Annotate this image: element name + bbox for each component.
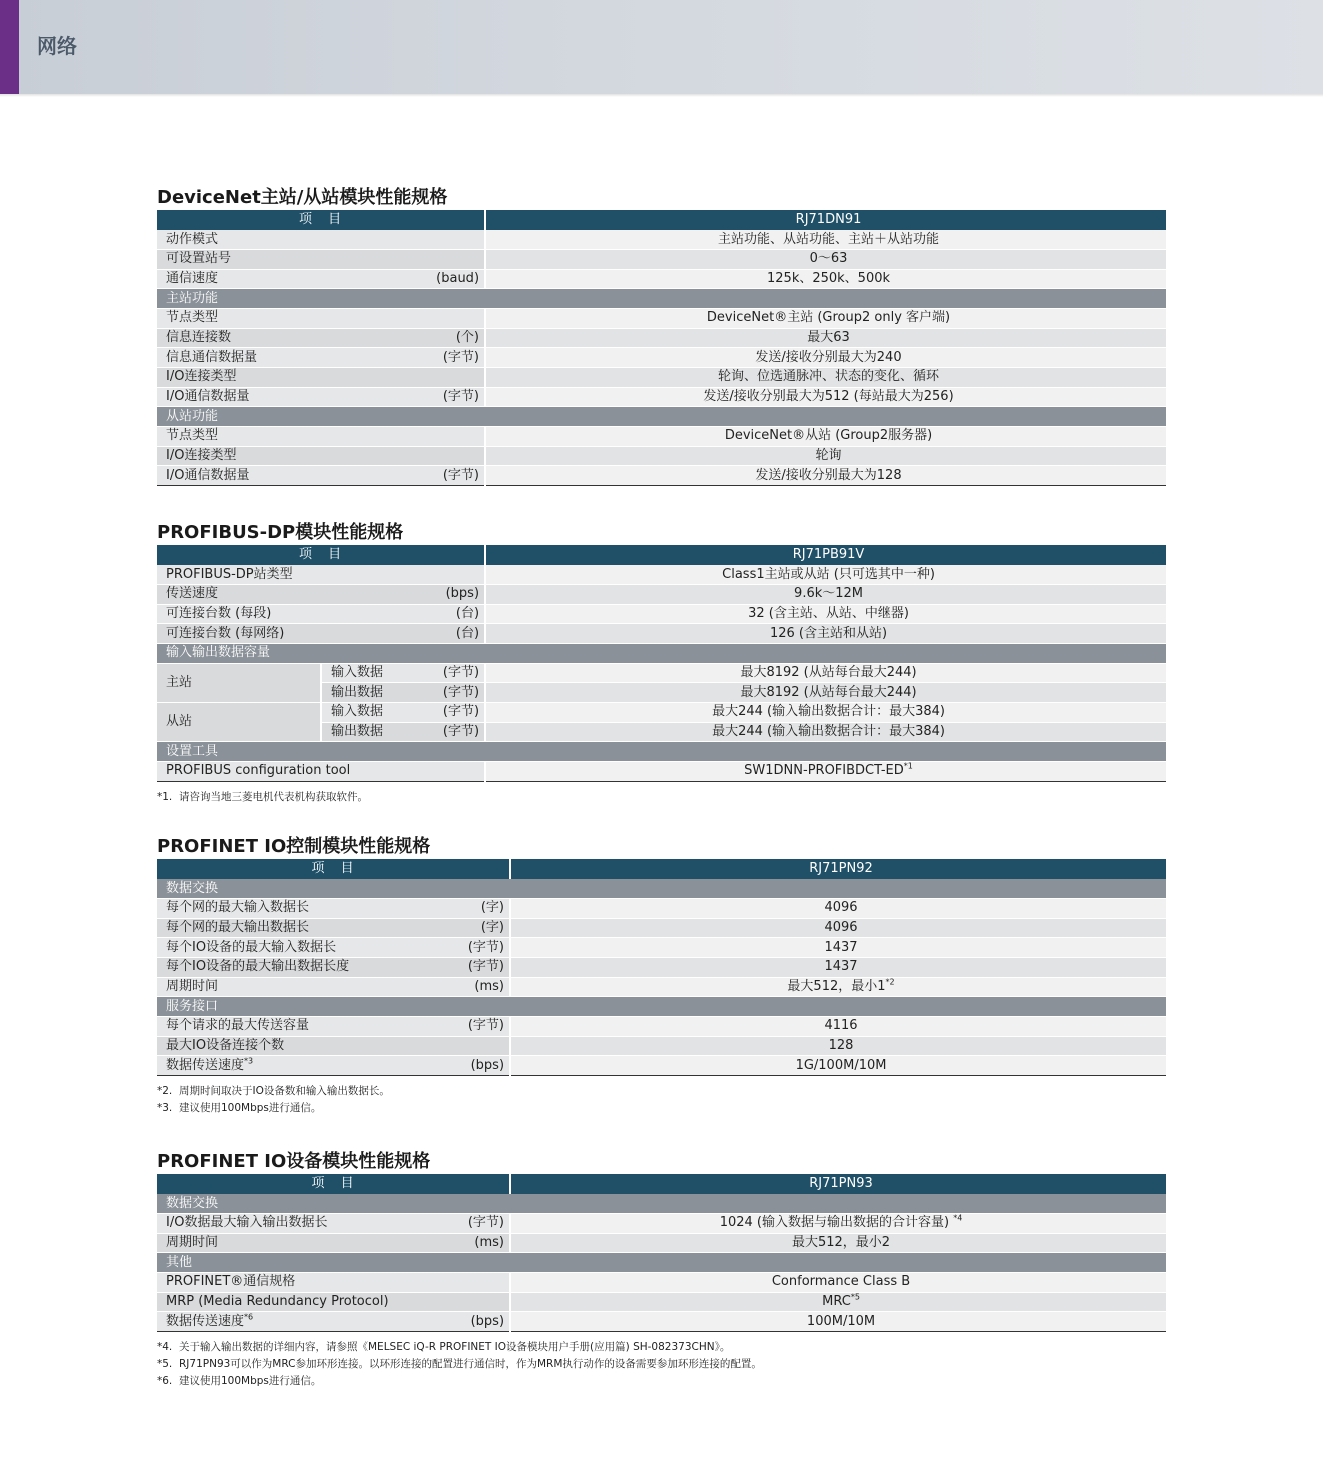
row-label: I/O连接类型 bbox=[157, 446, 407, 466]
group-row bbox=[157, 643, 1166, 663]
row-unit: (baud) bbox=[407, 269, 485, 289]
row-label: I/O数据最大输入输出数据长 bbox=[157, 1213, 437, 1233]
section-title: PROFINET IO设备模块性能规格 bbox=[157, 1151, 431, 1172]
model-header: RJ71PB91V bbox=[485, 545, 1166, 565]
footnotes bbox=[157, 1083, 1166, 1117]
table-row bbox=[157, 427, 1166, 447]
profinet-controller-spec-table bbox=[157, 859, 1166, 1076]
row-value: 1G/100M/10M bbox=[510, 1056, 1166, 1076]
row-value: 1437 bbox=[510, 938, 1166, 958]
row-label: 周期时间 bbox=[157, 977, 437, 997]
table-row bbox=[157, 230, 1166, 250]
row-unit: (字) bbox=[437, 918, 510, 938]
table-row bbox=[157, 446, 1166, 466]
profinet-controller-section bbox=[157, 835, 1166, 1117]
row-unit bbox=[421, 565, 485, 585]
item-header: 项 目 bbox=[157, 210, 485, 230]
row-value: 4096 bbox=[510, 918, 1166, 938]
footnote: *5. RJ71PN93可以作为MRC参加环形连接。以环形连接的配置进行通信时，作为MRM执行动作的设备需要参加环形连接的配置。 bbox=[157, 1358, 762, 1370]
page-header bbox=[0, 0, 1323, 94]
table-row bbox=[157, 466, 1166, 486]
row-unit: (字节) bbox=[407, 387, 485, 407]
row-label: 每个IO设备的最大输出数据长度 bbox=[157, 957, 437, 977]
devicenet-spec-table bbox=[157, 210, 1166, 486]
table-row bbox=[157, 584, 1166, 604]
row-label: 信息通信数据量 bbox=[157, 348, 407, 368]
row-value: 32 (含主站、从站、中继器) bbox=[485, 604, 1166, 624]
footnote-ref: *1 bbox=[903, 762, 913, 772]
row-value: DeviceNet®从站 (Group2服务器) bbox=[485, 427, 1166, 447]
profinet-device-section bbox=[157, 1150, 1166, 1390]
row-unit bbox=[407, 249, 485, 269]
row-unit: (字节) bbox=[407, 466, 485, 486]
row-value: 126 (含主站和从站) bbox=[485, 624, 1166, 644]
table-row bbox=[157, 1036, 1166, 1056]
row-sublabel: 输出数据 bbox=[321, 683, 421, 703]
group-row bbox=[157, 997, 1166, 1017]
row-value bbox=[485, 762, 1166, 782]
table-header-row bbox=[157, 545, 1166, 565]
row-unit bbox=[437, 1036, 510, 1056]
table-row bbox=[157, 328, 1166, 348]
table-row bbox=[157, 663, 1166, 683]
row-value: 最大63 bbox=[485, 328, 1166, 348]
row-label: 每个IO设备的最大输入数据长 bbox=[157, 938, 437, 958]
footnote-ref: *2 bbox=[885, 977, 895, 987]
row-value: 轮询、位选通脉冲、状态的变化、循环 bbox=[485, 368, 1166, 388]
section-title: DeviceNet主站/从站模块性能规格 bbox=[157, 187, 448, 208]
row-label: 传送速度 bbox=[157, 584, 421, 604]
row-unit: (ms) bbox=[437, 1233, 510, 1253]
row-unit: (字节) bbox=[437, 957, 510, 977]
row-label: 每个网的最大输入数据长 bbox=[157, 898, 437, 918]
row-unit: (台) bbox=[421, 624, 485, 644]
footnote-ref: *3 bbox=[244, 1056, 254, 1066]
item-header: 项 目 bbox=[157, 545, 485, 565]
table-row bbox=[157, 898, 1166, 918]
row-sublabel: 输入数据 bbox=[321, 703, 421, 723]
row-unit bbox=[407, 308, 485, 328]
row-unit: (字节) bbox=[421, 722, 485, 742]
footnote-ref: *5 bbox=[850, 1292, 860, 1302]
table-row bbox=[157, 348, 1166, 368]
group-row bbox=[157, 742, 1166, 762]
table-row bbox=[157, 1292, 1166, 1312]
row-label: I/O连接类型 bbox=[157, 368, 407, 388]
row-label: 每个网的最大输出数据长 bbox=[157, 918, 437, 938]
page-title: 网络 bbox=[37, 34, 77, 58]
group-row bbox=[157, 407, 1166, 427]
item-header: 项 目 bbox=[157, 1174, 510, 1194]
row-unit bbox=[407, 427, 485, 447]
table-row bbox=[157, 1233, 1166, 1253]
row-value: 最大512，最小1$^{*2}$ bbox=[510, 977, 1166, 997]
row-unit: (字节) bbox=[421, 703, 485, 723]
table-row bbox=[157, 1213, 1166, 1233]
table-row bbox=[157, 249, 1166, 269]
row-unit: (bps) bbox=[421, 584, 485, 604]
row-label: PROFIBUS-DP站类型 bbox=[157, 565, 421, 585]
row-label: 从站 bbox=[157, 703, 321, 742]
row-label: 可设置站号 bbox=[157, 249, 407, 269]
row-value: 最大512，最小2 bbox=[510, 1233, 1166, 1253]
table-row bbox=[157, 1312, 1166, 1332]
row-unit: (字节) bbox=[407, 348, 485, 368]
row-label: 可连接台数 (每段) bbox=[157, 604, 421, 624]
row-label: 每个请求的最大传送容量 bbox=[157, 1017, 437, 1037]
row-unit bbox=[407, 230, 485, 250]
model-header: RJ71PN93 bbox=[510, 1174, 1166, 1194]
table-row bbox=[157, 368, 1166, 388]
table-row bbox=[157, 565, 1166, 585]
row-value: 128 bbox=[510, 1036, 1166, 1056]
row-label: 数据传送速度$^{*6}$ bbox=[157, 1312, 437, 1332]
row-label: 信息连接数 bbox=[157, 328, 407, 348]
profibus-section bbox=[157, 521, 1166, 806]
table-row bbox=[157, 604, 1166, 624]
group-label: 输入输出数据容量 bbox=[157, 643, 1166, 663]
table-row bbox=[157, 703, 1166, 723]
model-header: RJ71DN91 bbox=[485, 210, 1166, 230]
row-value: 0～63 bbox=[485, 249, 1166, 269]
table-row bbox=[157, 1056, 1166, 1076]
row-unit bbox=[407, 446, 485, 466]
header-accent-bar bbox=[0, 0, 19, 94]
table-row bbox=[157, 762, 1166, 782]
row-value: 100M/10M bbox=[510, 1312, 1166, 1332]
row-value: 最大244 (输入输出数据合计：最大384) bbox=[485, 703, 1166, 723]
row-value: 发送/接收分别最大为512 (每站最大为256) bbox=[485, 387, 1166, 407]
footnote: *2. 周期时间取决于IO设备数和输入输出数据长。 bbox=[157, 1085, 390, 1098]
table-row bbox=[157, 957, 1166, 977]
row-sublabel: 输入数据 bbox=[321, 663, 421, 683]
footnote: *1. 请咨询当地三菱电机代表机构获取软件。 bbox=[157, 790, 368, 803]
footnote-ref: *4 bbox=[953, 1213, 963, 1223]
row-unit: (字) bbox=[437, 898, 510, 918]
footnote: *3. 建议使用100Mbps进行通信。 bbox=[157, 1102, 322, 1115]
profibus-spec-table bbox=[157, 545, 1166, 782]
devicenet-section bbox=[157, 186, 1166, 486]
row-value: 轮询 bbox=[485, 446, 1166, 466]
row-label: 可连接台数 (每网络) bbox=[157, 624, 421, 644]
row-value: Class1主站或从站 (只可选其中一种) bbox=[485, 565, 1166, 585]
group-label: 从站功能 bbox=[157, 407, 1166, 427]
table-row bbox=[157, 269, 1166, 289]
table-row bbox=[157, 977, 1166, 997]
footnote: *4. 关于输入输出数据的详细内容，请参照《MELSEC iQ-R PROFINET IO设备模块用户手册(应用篇) SH-082373CHN》。 bbox=[157, 1341, 731, 1353]
section-title: PROFINET IO控制模块性能规格 bbox=[157, 836, 431, 857]
row-value: MRC$^{*5}$ bbox=[510, 1292, 1166, 1312]
footnotes bbox=[157, 1339, 1166, 1390]
row-unit bbox=[407, 368, 485, 388]
row-value: 主站功能、从站功能、主站＋从站功能 bbox=[485, 230, 1166, 250]
row-value: 发送/接收分别最大为240 bbox=[485, 348, 1166, 368]
row-label: 最大IO设备连接个数 bbox=[157, 1036, 437, 1056]
item-header: 项 目 bbox=[157, 859, 510, 879]
row-unit: (字节) bbox=[437, 1017, 510, 1037]
table-row bbox=[157, 1272, 1166, 1292]
row-unit: (个) bbox=[407, 328, 485, 348]
row-unit: (bps) bbox=[437, 1056, 510, 1076]
group-label: 设置工具 bbox=[157, 742, 1166, 762]
footnotes bbox=[157, 789, 1166, 806]
table-header-row bbox=[157, 859, 1166, 879]
row-label: I/O通信数据量 bbox=[157, 466, 407, 486]
row-label: I/O通信数据量 bbox=[157, 387, 407, 407]
group-row bbox=[157, 289, 1166, 309]
table-row bbox=[157, 308, 1166, 328]
row-unit: (字节) bbox=[437, 1213, 510, 1233]
row-value: DeviceNet®主站 (Group2 only 客户端) bbox=[485, 308, 1166, 328]
row-label: MRP (Media Redundancy Protocol) bbox=[157, 1292, 510, 1312]
table-row bbox=[157, 938, 1166, 958]
row-label: 主站 bbox=[157, 663, 321, 702]
group-row bbox=[157, 1253, 1166, 1273]
table-header-row bbox=[157, 210, 1166, 230]
row-value: 9.6k～12M bbox=[485, 584, 1166, 604]
model-header: RJ71PN92 bbox=[510, 859, 1166, 879]
row-label: PROFIBUS configuration tool bbox=[157, 762, 485, 782]
row-value: 发送/接收分别最大为128 bbox=[485, 466, 1166, 486]
row-value: 1437 bbox=[510, 957, 1166, 977]
table-row bbox=[157, 624, 1166, 644]
section-title: PROFIBUS-DP模块性能规格 bbox=[157, 522, 404, 543]
row-label: PROFINET®通信规格 bbox=[157, 1272, 510, 1292]
row-value: 1024 (输入数据与输出数据的合计容量) $^{*4}$ bbox=[510, 1213, 1166, 1233]
group-label: 主站功能 bbox=[157, 289, 1166, 309]
table-header-row bbox=[157, 1174, 1166, 1194]
row-unit: (字节) bbox=[437, 938, 510, 958]
row-label: 节点类型 bbox=[157, 427, 407, 447]
footnote: *6. 建议使用100Mbps进行通信。 bbox=[157, 1375, 322, 1387]
row-unit: (字节) bbox=[421, 683, 485, 703]
group-label: 服务接口 bbox=[157, 997, 1166, 1017]
table-row bbox=[157, 1017, 1166, 1037]
footnote-ref: *6 bbox=[244, 1312, 254, 1322]
table-row bbox=[157, 387, 1166, 407]
row-value: 最大8192 (从站每台最大244) bbox=[485, 683, 1166, 703]
row-value: 4096 bbox=[510, 898, 1166, 918]
profinet-device-spec-table bbox=[157, 1174, 1166, 1332]
row-label: 数据传送速度$^{*3}$ bbox=[157, 1056, 437, 1076]
row-unit: (字节) bbox=[421, 663, 485, 683]
group-label: 数据交换 bbox=[157, 1194, 1166, 1214]
row-label: 周期时间 bbox=[157, 1233, 437, 1253]
row-unit: (ms) bbox=[437, 977, 510, 997]
row-value: 4116 bbox=[510, 1017, 1166, 1037]
row-value: 最大8192 (从站每台最大244) bbox=[485, 663, 1166, 683]
row-value: 125k、250k、500k bbox=[485, 269, 1166, 289]
row-sublabel: 输出数据 bbox=[321, 722, 421, 742]
row-value: 最大244 (输入输出数据合计：最大384) bbox=[485, 722, 1166, 742]
group-row bbox=[157, 879, 1166, 899]
group-label: 数据交换 bbox=[157, 879, 1166, 899]
group-row bbox=[157, 1194, 1166, 1214]
group-label: 其他 bbox=[157, 1253, 1166, 1273]
row-value-text: SW1DNN-PROFIBDCT-ED bbox=[744, 763, 904, 779]
row-label: 节点类型 bbox=[157, 308, 407, 328]
row-label: 通信速度 bbox=[157, 269, 407, 289]
row-value: Conformance Class B bbox=[510, 1272, 1166, 1292]
table-row bbox=[157, 918, 1166, 938]
row-label: 动作模式 bbox=[157, 230, 407, 250]
row-unit: (bps) bbox=[437, 1312, 510, 1332]
row-unit: (台) bbox=[421, 604, 485, 624]
